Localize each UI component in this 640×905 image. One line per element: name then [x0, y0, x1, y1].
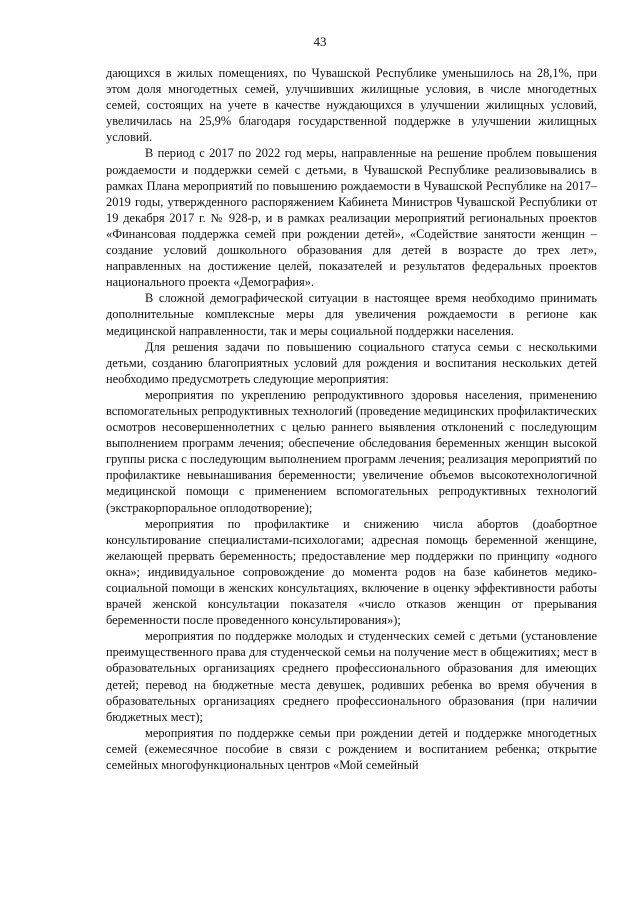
paragraph-3: В сложной демографической ситуации в настоящее время необходимо принимать дополнительные комплексные меры для увеличения рождаемости в регионе как медицинской направленности, так и меры социальной поддержки населения.: [106, 291, 597, 338]
paragraph-8: мероприятия по поддержке семьи при рождении детей и поддержке многодетных семей (ежемесячное пособие в связи с рождением и воспитанием ребенка; открытие семейных многофункциональных центров «Мой семейный: [106, 725, 597, 773]
paragraph-5: мероприятия по укреплению репродуктивного здоровья населения, применению вспомогательных репродуктивных технологий (проведение медицинских профилактических осмотров несовершеннолетних с целью раннего выявления отклонений с последующим выполнением программ лечения; обеспечение обследования беременных женщин высокой группы риска с последующим выполнением программ лечения; реализация мероприятий по профилактике невынашивания беременности; увеличение объемов высокотехнологичной медицинской помощи с применением вспомогательных репродуктивных технологий (экстракорпоральное оплодотворение);: [106, 387, 597, 515]
paragraph-6: мероприятия по профилактике и снижению числа абортов (доабортное консультирование специалистами-психологами; адресная помощь беременной женщине, желающей прервать беременность; предоставление мер поддержки по принципу «одного окна»; индивидуальное сопровождение до момента родов на базе кабинетов медико-социальной помощи в женских консультациях, включение в оценку эффективности работы врачей женской консультации показателя «число отказов женщин от прерывания беременности после проведенного консультирования»);: [106, 516, 597, 628]
page-number: 43: [313, 34, 327, 49]
paragraph-4: Для решения задачи по повышению социального статуса семьи с несколькими детьми, созданию благоприятных условий для рождения и воспитания нескольких детей необходимо предусмотреть следующие мероприятия:: [106, 339, 597, 386]
paragraph-7: мероприятия по поддержке молодых и студенческих семей с детьми (установление преимущественного права для студенческой семьи на получение мест в общежитиях; мест в образовательных организациях среднего профессионального образования для имеющих детей; перевод на бюджетные места девушек, родивших ребенка во время обучения в образовательных организациях среднего профессионального образования (при наличии бюджетных мест);: [106, 629, 597, 724]
paragraph-2: В период с 2017 по 2022 год меры, направленные на решение проблем повышения рождаемости и поддержки семей с детьми, в Чувашской Республике реализовывались в рамках Плана мероприятий по повышению рождаемости в Чувашской Республике на 2017–2019 годы, утвержденного распоряжением Кабинета Министров Чувашской Республики от 19 декабря 2017 г. № 928-р, и в рамках реализации мероприятий региональных проектов «Финансовая поддержка семей при рождении детей», «Содействие занятости женщин – создание условий дошкольного образования для детей в возрасте до трех лет», направленных на достижение целей, показателей и результатов федеральных проектов национального проекта «Демография».: [106, 146, 597, 290]
paragraph-1: дающихся в жилых помещениях, по Чувашской Республике уменьшилось на 28,1%, при этом доля многодетных семей, улучшивших жилищные условия, в числе многодетных семей, состоящих на учете в качестве нуждающихся в улучшении жилищных условий, увеличилась на 25,9% благодаря государственной поддержке в улучшении жилищных условий.: [106, 66, 597, 145]
body-text: [106, 65, 597, 773]
